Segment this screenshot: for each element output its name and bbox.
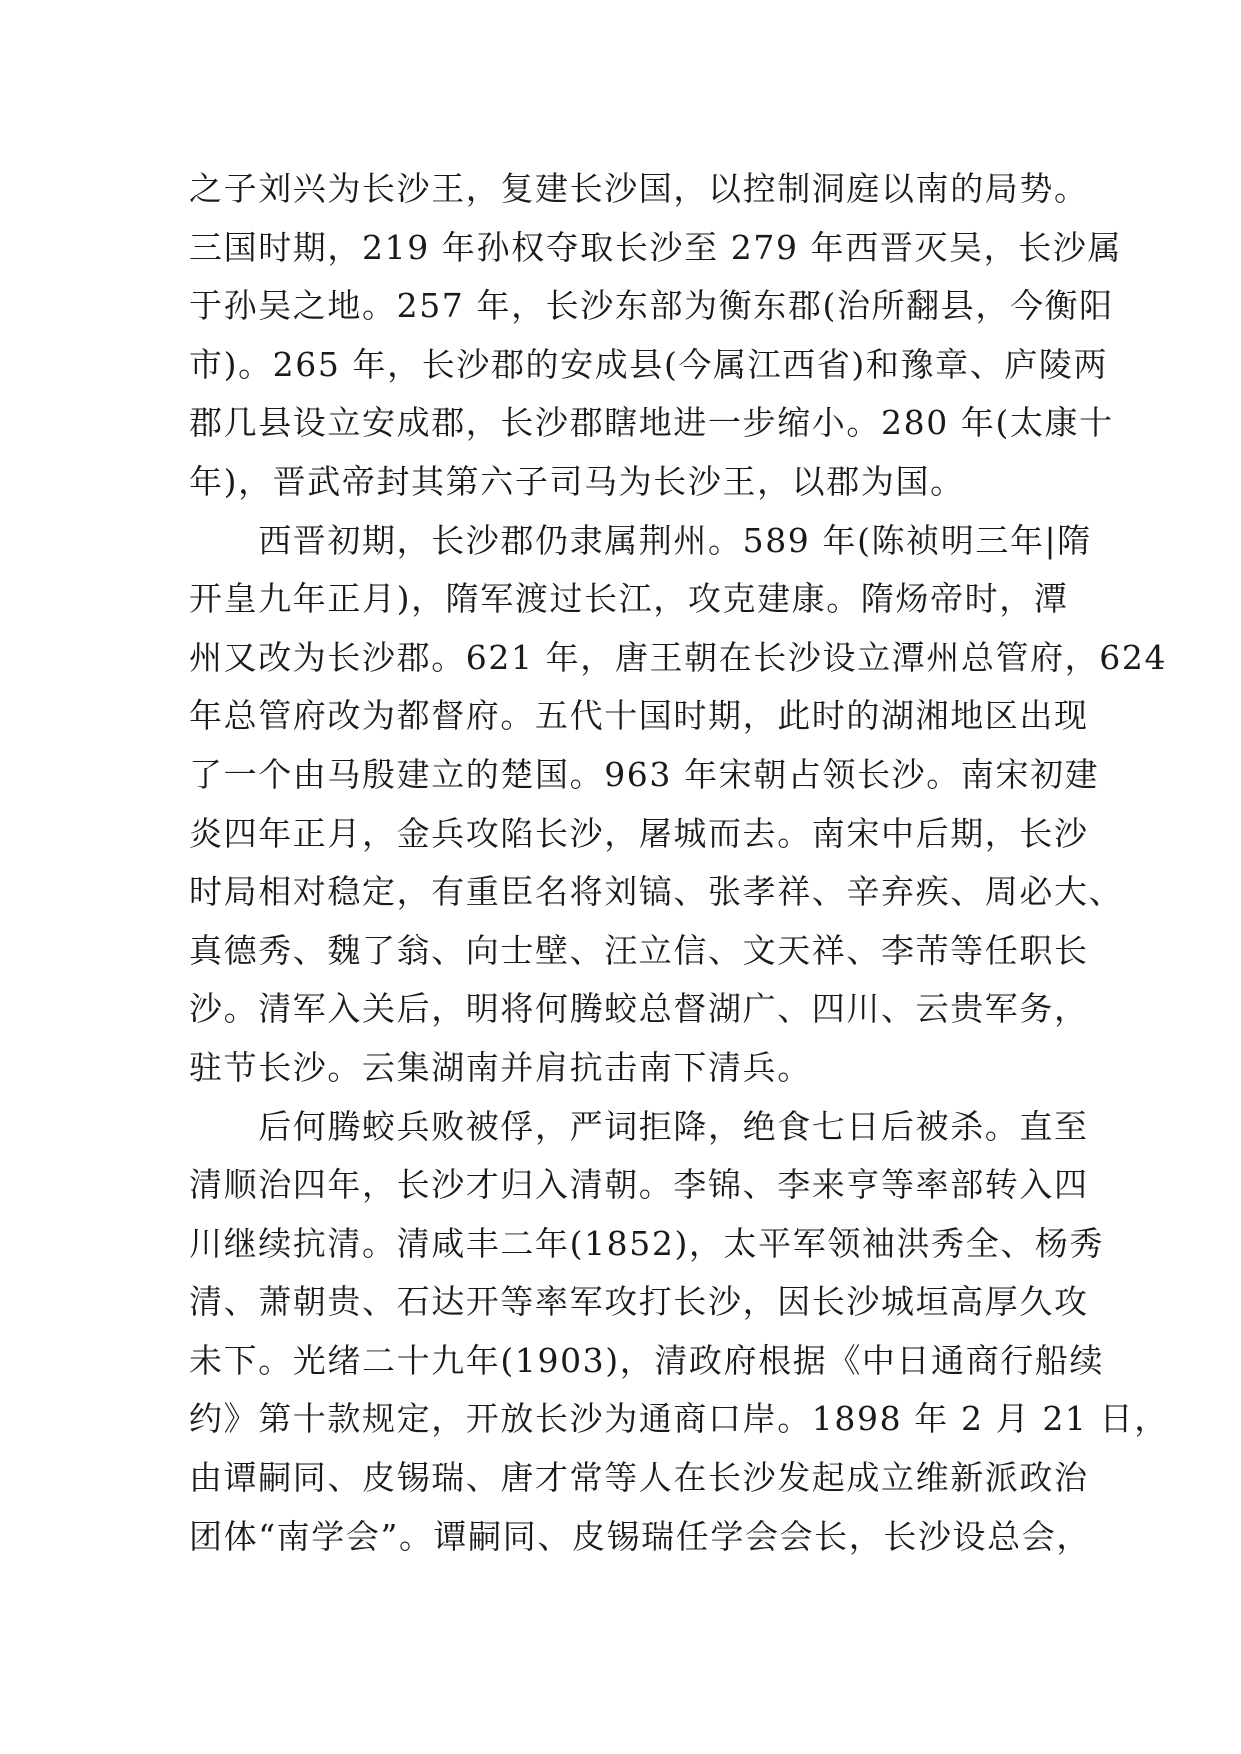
text-line: 州又改为长沙郡。621 年，唐王朝在长沙设立潭州总管府，624	[189, 637, 1168, 677]
text-line: 炎四年正月，金兵攻陷长沙，屠城而去。南宋中后期，长沙	[189, 813, 1089, 853]
text-line: 市)。265 年，长沙郡的安成县(今属江西省)和豫章、庐陵两	[189, 344, 1109, 384]
text-line: 年总管府改为都督府。五代十国时期，此时的湖湘地区出现	[189, 696, 1089, 736]
text-line: 后何腾蛟兵败被俘，严词拒降，绝食七日后被杀。直至	[189, 1106, 1089, 1146]
text-line: 约》第十款规定，开放长沙为通商口岸。1898 年 2 月 21 日，	[189, 1399, 1169, 1439]
text-line: 驻节长沙。云集湖南并肩抗击南下清兵。	[189, 1047, 812, 1087]
text-line: 郡几县设立安成郡，长沙郡瞎地进一步缩小。280 年(太康十	[189, 403, 1114, 443]
text-line: 之子刘兴为长沙王，复建长沙国，以控制洞庭以南的局势。	[189, 169, 1089, 208]
text-line: 由谭嗣同、皮锡瑞、唐才常等人在长沙发起成立维新派政治	[189, 1458, 1089, 1498]
text-line: 团体“南学会”。谭嗣同、皮锡瑞任学会会长，长沙设总会，	[189, 1516, 1091, 1556]
text-line: 于孙吴之地。257 年，长沙东部为衡东郡(治所翻县，今衡阳	[189, 286, 1114, 326]
text-line: 真德秀、魏了翁、向士壁、汪立信、文天祥、李芾等任职长	[189, 930, 1089, 970]
text-line: 未下。光绪二十九年(1903)，清政府根据《中日通商行船续	[189, 1340, 1105, 1380]
text-line: 川继续抗清。清咸丰二年(1852)，太平军领袖洪秀全、杨秀	[189, 1223, 1105, 1263]
text-line: 开皇九年正月)，隋军渡过长江，攻克建康。隋炀帝时，潭	[189, 579, 1069, 619]
text-line: 时局相对稳定，有重臣名将刘镐、张孝祥、辛弃疾、周必大、	[189, 872, 1124, 912]
text-line: 三国时期，219 年孙权夺取长沙至 279 年西晋灭吴，长沙属	[189, 227, 1123, 267]
document-body-text	[189, 160, 1169, 1566]
text-line: 西晋初期，长沙郡仍隶属荆州。589 年(陈祯明三年|隋	[189, 520, 1092, 560]
text-line: 了一个由马殷建立的楚国。963 年宋朝占领长沙。南宋初建	[189, 754, 1100, 794]
text-line: 清、萧朝贵、石达开等率军攻打长沙，因长沙城垣高厚久攻	[189, 1282, 1089, 1322]
text-line: 年)，晋武帝封其第六子司马为长沙王，以郡为国。	[189, 461, 965, 501]
text-line: 沙。清军入关后，明将何腾蛟总督湖广、四川、云贵军务，	[189, 989, 1089, 1029]
text-line: 清顺治四年，长沙才归入清朝。李锦、李来亨等率部转入四	[189, 1165, 1089, 1205]
